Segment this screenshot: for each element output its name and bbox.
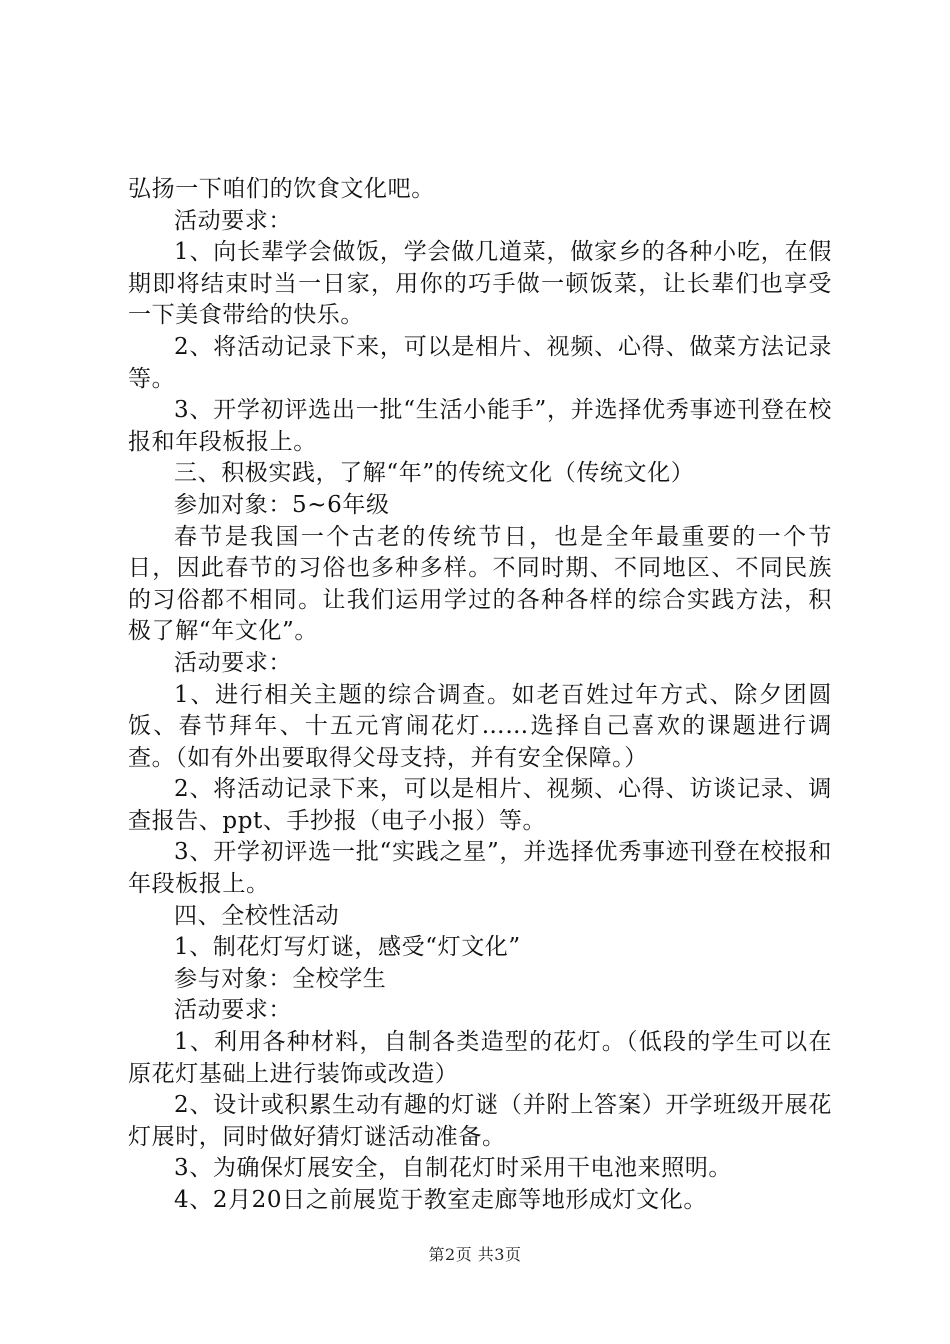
participants-line: 参加对象：5~6年级 [174, 491, 390, 518]
body-paragraph: 春节是我国一个古老的传统节日，也是全年最重要的一个节日，因此春节的习俗也多种多样。不同时期、不同地区、不同民族的习俗都不相同。让我们运用学过的各种各样的综合实践方法，积极了解“年文化”。 [128, 523, 832, 645]
requirement-item: 2、将活动记录下来，可以是相片、视频、心得、做菜方法记录等。 [128, 333, 832, 392]
requirement-item: 1、向长辈学会做饭，学会做几道菜，做家乡的各种小吃，在假期即将结束时当一日家，用你的巧手做一顿饭菜，让长辈们也享受一下美食带给的快乐。 [128, 239, 832, 329]
paragraph-continuation: 弘扬一下咱们的饮食文化吧。 [128, 176, 435, 202]
section-heading: 三、积极实践，了解“年”的传统文化（传统文化） [174, 460, 695, 487]
activity-requirements-heading: 活动要求： [174, 207, 292, 234]
requirement-item: 4、2月20日之前展览于教室走廊等地形成灯文化。 [174, 1187, 707, 1213]
requirement-item: 2、设计或积累生动有趣的灯谜（并附上答案）开学班级开展花灯展时，同时做好猜灯谜活动准备。 [128, 1092, 832, 1150]
requirement-item: 1、利用各种材料，自制各类造型的花灯。（低段的学生可以在原花灯基础上进行装饰或改造） [128, 1029, 832, 1087]
requirement-item: 3、开学初评选一批“实践之星”，并选择优秀事迹刊登在校报和年段板报上。 [128, 839, 832, 898]
activity-requirements-heading: 活动要求： [174, 997, 292, 1024]
requirement-item: 3、开学初评选出一批“生活小能手”，并选择优秀事迹刊登在校报和年段板报上。 [128, 397, 832, 455]
activity-requirements-heading: 活动要求： [174, 649, 292, 676]
participants-line: 参与对象：全校学生 [174, 965, 387, 992]
page-number-footer: 第2页 共3页 [428, 1245, 522, 1264]
requirement-item: 1、进行相关主题的综合调查。如老百姓过年方式、除夕团圆饭、春节拜年、十五元宵闹花灯……选择自己喜欢的课题进行调查。（如有外出要取得父母支持，并有安全保障。） [128, 681, 832, 771]
requirement-item: 3、为确保灯展安全，自制花灯时采用干电池来照明。 [174, 1155, 733, 1182]
requirement-item: 2、将活动记录下来，可以是相片、视频、心得、访谈记录、调查报告、ppt、手抄报（电子小报）等。 [128, 776, 832, 834]
subsection-heading: 1、制花灯写灯谜，感受“灯文化” [174, 934, 521, 961]
document-body [128, 174, 832, 1217]
section-heading: 四、全校性活动 [174, 902, 340, 929]
